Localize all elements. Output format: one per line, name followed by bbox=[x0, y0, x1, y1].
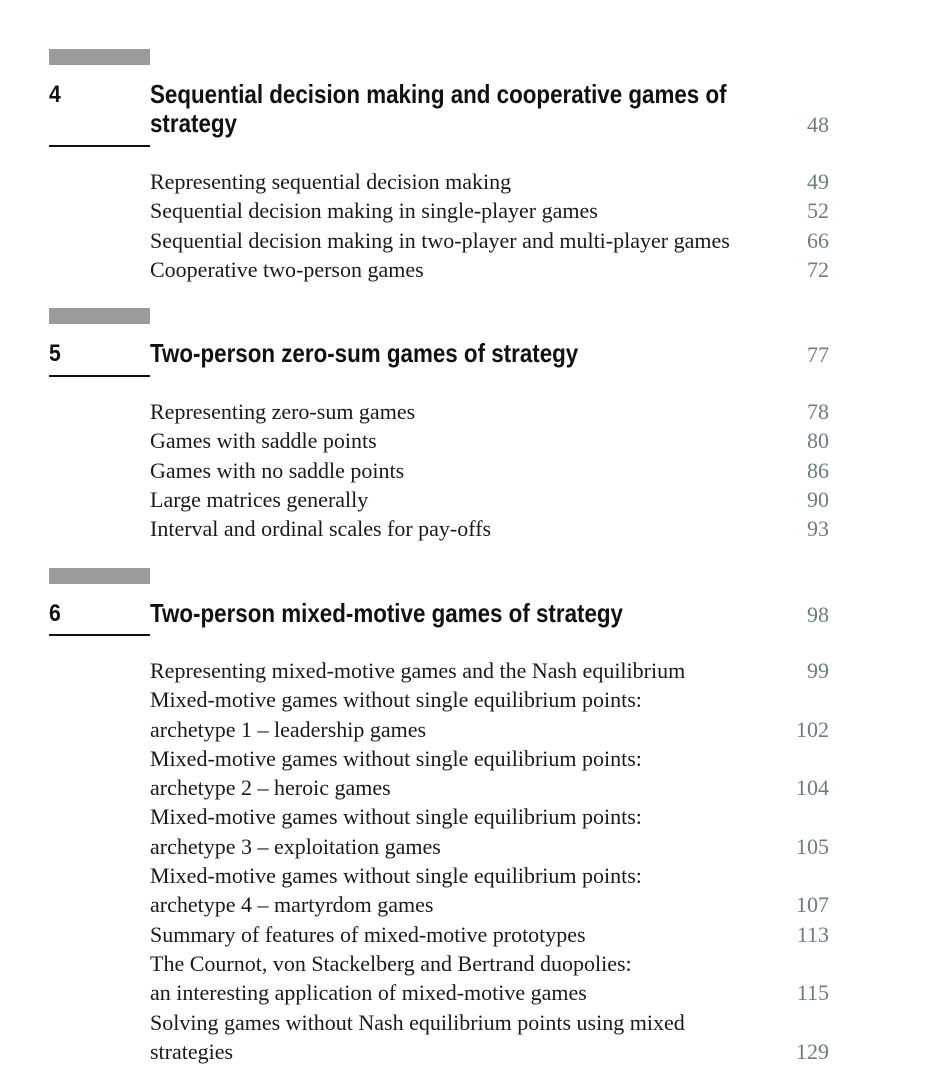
toc-entry-page: 113 bbox=[796, 921, 829, 947]
section-list bbox=[150, 656, 829, 1066]
chapter-number: 6 bbox=[49, 600, 61, 627]
chapter-title-line: Two-person zero-sum games of strategy bbox=[150, 338, 579, 368]
toc-entry[interactable] bbox=[150, 656, 829, 685]
toc-entry[interactable] bbox=[150, 397, 829, 426]
chapter-number: 5 bbox=[49, 340, 61, 367]
toc-entry[interactable] bbox=[150, 949, 829, 1008]
toc-entry-text: Sequential decision making in single-player games bbox=[150, 198, 598, 224]
toc-entry[interactable] bbox=[150, 196, 829, 225]
chapter-rule bbox=[49, 634, 150, 636]
chapter-page-number: 98 bbox=[807, 602, 829, 627]
toc-entry-page: 86 bbox=[807, 457, 829, 483]
chapter-marker-bar bbox=[49, 568, 150, 584]
toc-entry-text: archetype 3 – exploitation games bbox=[150, 833, 441, 859]
toc-entry[interactable] bbox=[150, 226, 829, 255]
toc-entry-text: Large matrices generally bbox=[150, 486, 369, 512]
chapter-title-line: Sequential decision making and cooperative games of bbox=[150, 79, 727, 109]
toc-entry-page: 107 bbox=[796, 892, 829, 918]
toc-entry-text: The Cournot, von Stackelberg and Bertrand duopolies: bbox=[150, 950, 632, 976]
toc-entry[interactable] bbox=[150, 456, 829, 485]
toc-entry[interactable] bbox=[150, 744, 829, 803]
toc-entry-text: Games with saddle points bbox=[150, 428, 377, 454]
chapter-page-number: 48 bbox=[807, 112, 829, 137]
toc-entry-page: 52 bbox=[807, 198, 829, 224]
toc-entry[interactable] bbox=[150, 920, 829, 949]
toc-entry-text: archetype 1 – leadership games bbox=[150, 716, 427, 742]
toc-entry-text: Mixed-motive games without single equilibrium points: bbox=[150, 804, 642, 830]
toc-entry-page: 129 bbox=[796, 1038, 829, 1064]
toc-entry-text: Representing zero-sum games bbox=[150, 399, 416, 424]
toc-entry[interactable] bbox=[150, 1008, 829, 1066]
toc-entry-page: 72 bbox=[807, 256, 829, 282]
chapter-marker-bar bbox=[49, 308, 150, 324]
toc-entry[interactable] bbox=[150, 802, 829, 861]
toc-entry[interactable] bbox=[150, 861, 829, 920]
toc-entry-page: 49 bbox=[807, 169, 829, 194]
chapter-title[interactable] bbox=[150, 339, 718, 368]
toc-entry-page: 102 bbox=[796, 716, 829, 742]
chapter-rule bbox=[49, 145, 150, 147]
toc-entry-text: Mixed-motive games without single equilibrium points: bbox=[150, 745, 642, 771]
toc-entry-page: 90 bbox=[807, 486, 829, 512]
chapter-page-number: 77 bbox=[807, 342, 829, 367]
toc-entry[interactable] bbox=[150, 685, 829, 744]
toc-entry-page: 104 bbox=[796, 775, 829, 801]
toc-entry-page: 99 bbox=[807, 658, 829, 683]
toc-entry[interactable] bbox=[150, 255, 829, 284]
toc-entry-page: 78 bbox=[807, 399, 829, 424]
section-list bbox=[150, 397, 829, 543]
chapter-marker-bar bbox=[49, 49, 150, 65]
toc-entry-text: strategies bbox=[150, 1038, 234, 1064]
toc-entry-text: Mixed-motive games without single equilibrium points: bbox=[150, 687, 642, 713]
toc-entry-text: Mixed-motive games without single equilibrium points: bbox=[150, 863, 642, 889]
toc-entry-text: Cooperative two-person games bbox=[150, 256, 424, 282]
toc-entry-text: Games with no saddle points bbox=[150, 457, 405, 483]
toc-entry-text: an interesting application of mixed-motive games bbox=[150, 980, 587, 1006]
toc-entry-page: 115 bbox=[796, 980, 829, 1006]
toc-entry-page: 66 bbox=[807, 227, 829, 253]
toc-entry-page: 93 bbox=[807, 516, 829, 542]
toc-entry-page: 80 bbox=[807, 428, 829, 454]
chapter-title[interactable] bbox=[150, 599, 718, 628]
chapter-number: 4 bbox=[49, 81, 61, 108]
section-list bbox=[150, 167, 829, 284]
chapter-title-line: Two-person mixed-motive games of strategy bbox=[150, 598, 623, 628]
toc-entry-text: Interval and ordinal scales for pay-offs bbox=[150, 516, 492, 542]
toc-entry[interactable] bbox=[150, 485, 829, 514]
toc-entry[interactable] bbox=[150, 167, 829, 196]
toc-entry-text: archetype 4 – martyrdom games bbox=[150, 892, 434, 918]
toc-entry[interactable] bbox=[150, 514, 829, 543]
toc-entry-page: 105 bbox=[796, 833, 829, 859]
toc-entry[interactable] bbox=[150, 426, 829, 455]
toc-entry-text: archetype 2 – heroic games bbox=[150, 775, 391, 801]
toc-entry-text: Solving games without Nash equilibrium points using mixed bbox=[150, 1009, 685, 1035]
chapter-rule bbox=[49, 375, 150, 377]
chapter-title-line: strategy bbox=[150, 108, 237, 138]
toc-entry-text: Representing sequential decision making bbox=[150, 169, 512, 194]
toc-entry-text: Sequential decision making in two-player and multi-player games bbox=[150, 227, 730, 253]
toc-entry-text: Representing mixed-motive games and the Nash equilibrium bbox=[150, 658, 686, 683]
toc-entry-text: Summary of features of mixed-motive prototypes bbox=[150, 921, 586, 947]
chapter-title[interactable] bbox=[150, 79, 727, 138]
